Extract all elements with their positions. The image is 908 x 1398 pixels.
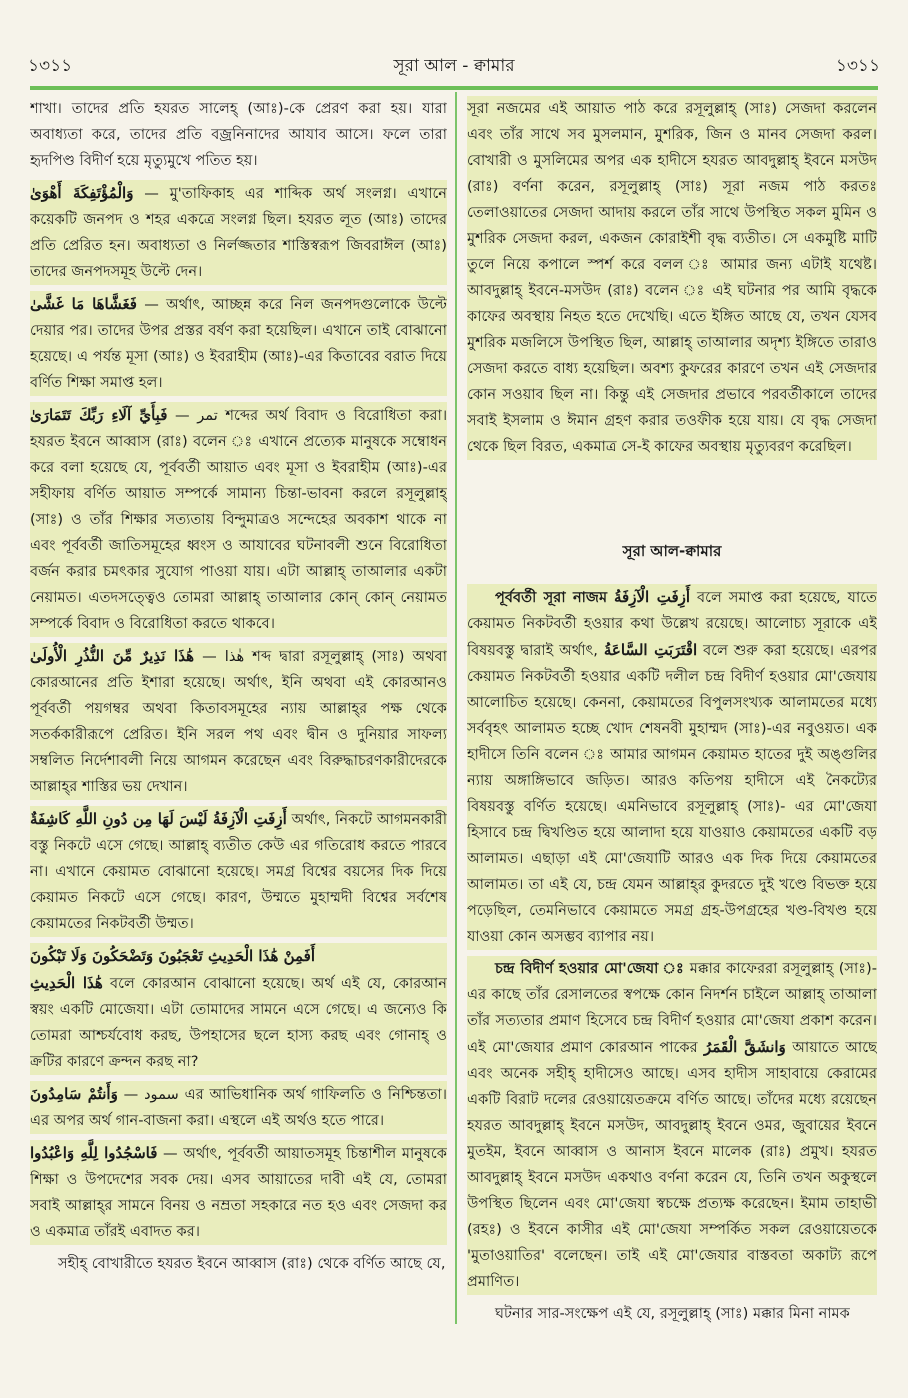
left-paragraph-4-text: — تمر শব্দের অর্থ বিবাদ ও বিরোধিতা করা। হযরত ইবনে আব্বাস (রাঃ) বলেন ঃ এখানে প্রত্যেক মানুষকে সম্বোধন করে বলা হয়েছে যে, পূর্ববর্তী আয়াত এবং মূসা ও ইবরাহীম (আঃ)-এর সহীফায় বর্ণিত আয়াত সম্পর্কে সামান্য চিন্তা-ভাবনা করলে রসূলুল্লাহ্‌ (সাঃ) ও তাঁর শিক্ষার সত্যতায় বিন্দুমাত্রও সন্দেহের অবকাশ থাকে না এবং পূর্ববর্তী জাতিসমূহের ধ্বংস ও আযাবের ঘটনাবলী শুনে বিরোধিতা বর্জন করার চমৎকার সুযোগ পাওয়া যায়। এটা আল্লাহ্‌ তাআলার একটা নেয়ামত। এতদসত্ত্বেও তোমরা আল্লাহ্‌ তাআলার কোন্‌ কোন্‌ নেয়ামত সম্পর্কে বিবাদ ও বিরোধিতা করতে থাকবে। — [30, 407, 447, 632]
arabic-verse: فَبِأَيِّ آلَاءِ رَبِّكَ تَتَمَارَىٰ — [30, 406, 168, 424]
left-paragraph-6-text: অর্থাৎ, নিকটে আগমনকারী বস্তু নিকটে এসে গেছে। আল্লাহ্‌ ব্যতীত কেউ এর গতিরোধ করতে পারবে না। এখানে কেয়ামত বোঝানো হয়েছে। সমগ্র বিশ্বের বয়সের দিক দিয়ে কেয়ামত নিকটে এসে গেছে। কারণ, উম্মতে মুহাম্মদী বিশ্বের সর্বশেষ কেয়ামতের নিকটবর্তী উম্মত। — [30, 811, 447, 932]
right-paragraph-3 — [467, 956, 877, 1295]
header-rule — [30, 86, 878, 90]
right-paragraph-4: ঘটনার সার-সংক্ষেপ এই যে, রসূলুল্লাহ্‌ (সাঃ) মক্কার মিনা নামক — [495, 1305, 850, 1322]
page-number-left: ১৩১১ — [28, 56, 73, 76]
left-paragraph-3 — [30, 291, 447, 396]
left-paragraph-7-text: বলে কোরআন বোঝানো হয়েছে। অর্থ এই যে, কোরআন স্বয়ং একটি মোজেযা। এটা তোমাদের সামনে এসে গেছে। এ জন্যেও কি তোমরা আশ্চর্যবোধ করছ, উপহাসের ছলে হাস্য করছ এবং গোনাহ্‌ ও ক্রটির কারণে ক্রন্দন করছ না? — [30, 975, 447, 1070]
right-paragraph-2-text-b: বলে শুরু করা হয়েছে। এরপর কেয়ামত নিকটবর্তী হওয়ার একটি দলীল চন্দ্র বিদীর্ণ হওয়ার মো'জেযায় আলোচিত হয়েছে। কেননা, কেয়ামতের বিপুলসংখ্যক আলামতের মধ্যে সর্ববৃহৎ আলামত হচ্ছে খোদ শেষনবী মুহাম্মদ (সাঃ)-এর নবুওয়ত। এক হাদীসে তিনি বলেন ঃ আমার আগমন কেয়ামত হাতের দুই অঙ্গুলির ন্যায় অঙ্গাঙ্গিভাবে জড়িত। আরও কতিপয় হাদীসে এই নৈকট্যের বিষয়বস্তু বর্ণিত হয়েছে। এমনিভাবে রসূলুল্লাহ্‌ (সাঃ)- এর মো'জেযা হিসাবে চন্দ্র দ্বিখণ্ডিত হয়ে আলাদা হয়ে যাওয়াও কেয়ামতের একটি বড় আলামত। এছাড়া এই মো'জেযাটি আরও এক দিক দিয়ে কেয়ামতের আলামত। তা এই যে, চন্দ্র যেমন আল্লাহ্‌র কুদরতে দুই খণ্ডে বিভক্ত হয়ে পড়েছিল, তেমনিভাবে কেয়ামতে সমগ্র গ্রহ-উপগ্রহের খণ্ড-বিখণ্ড হয়ে যাওয়া কোন অসম্ভব ব্যাপার নয়। — [467, 642, 877, 945]
arabic-verse: اقْتَرَبَتِ السَّاعَةُ — [603, 641, 698, 659]
arabic-verse: أَزِفَتِ الْآزِفَةُ لَيْسَ لَهَا مِن دُونِ اللَّهِ كَاشِفَةٌ — [30, 810, 287, 828]
arabic-verse: أَفَمِنْ هَٰذَا الْحَدِيثِ تَعْجَبُونَ وَتَضْحَكُونَ وَلَا تَبْكُونَ — [30, 947, 315, 965]
right-paragraph-1: সূরা নজমের এই আয়াত পাঠ করে রসূলুল্লাহ্‌ (সাঃ) সেজদা করলেন এবং তাঁর সাথে সব মুসলমান, মুশরিক, জিন ও মানব সেজদা করল। বোখারী ও মুসলিমের অপর এক হাদীসে হযরত আবদুল্লাহ্‌ ইবনে মসউদ (রাঃ) বর্ণনা করেন, রসূলুল্লাহ্‌ (সাঃ) সূরা নজম পাঠ করতঃ তেলাওয়াতের সেজদা আদায় করলে তাঁর সাথে উপস্থিত সকল মুমিন ও মুশরিক সেজদা করল, একজন কোরাইশী বৃদ্ধ ব্যতীত। সে একমুষ্টি মাটি তুলে নিয়ে কপালে স্পর্শ করে বলল ঃ আমার জন্য এটাই যথেষ্ট। আবদুল্লাহ্‌ ইবনে-মসউদ (রাঃ) বলেন ঃ এই ঘটনার পর আমি বৃদ্ধকে কাফের অবস্থায় নিহত হতে দেখেছি। এতে ইঙ্গিত আছে যে, তখন যেসব মুশরিক মজলিসে উপস্থিত ছিল, আল্লাহ্‌ তাআলার অদৃশ্য ইঙ্গিতে তারাও সেজদা করতে বাধ্য হয়েছিল। অবশ্য কুফরের কারণে তখন এই সেজদার কোন সওয়াব ছিল না। কিন্তু এই সেজদার প্রভাবে পরবর্তীকালে তাদের সবাই ইসলাম ও ঈমান গ্রহণ করার তওফীক হয়ে যায়। যে বৃদ্ধ সেজদা থেকে ছিল বিরত, একমাত্র সে-ই কাফের অবস্থায় মৃত্যুবরণ করেছিল। — [467, 96, 877, 460]
left-paragraph-7 — [30, 943, 447, 1075]
left-paragraph-10: সহীহ্‌ বোখারীতে হযরত ইবনে আব্বাস (রাঃ) থেকে বর্ণিত আছে যে, — [58, 1255, 446, 1272]
right-paragraph-3-text-b: আয়াতে আছে এবং অনেক সহীহ্‌ হাদীসেও আছে। এসব হাদীস সাহাবায়ে কেরামের একটি বিরাট দলের রেওয়ায়েতক্রমে বর্ণিত আছে। তাঁদের মধ্যে রয়েছেন হযরত আবদুল্লাহ্‌ ইবনে মসউদ, আবদুল্লাহ্‌ ইবনে ওমর, জুবায়ের ইবনে মুতইম, ইবনে আব্বাস ও আনাস ইবনে মালেক (রাঃ) প্রমুখ। হযরত আবদুল্লাহ্‌ ইবনে মসউদ একথাও বর্ণনা করেন যে, তিনি তখন অকুস্থলে উপস্থিত ছিলেন এবং মো'জেযা স্বচক্ষে প্রত্যক্ষ করেছেন। ইমাম তাহাভী (রহঃ) ও ইবনে কাসীর এই মো'জেযা সম্পর্কিত সকল রেওয়ায়েতকে 'মুতাওয়াতির' বলেছেন। তাই এই মো'জেযার বাস্তবতা অকাট্য রূপে প্রমাণিত। — [467, 1039, 877, 1290]
left-paragraph-2 — [30, 180, 447, 285]
left-paragraph-6 — [30, 806, 447, 937]
right-paragraph-2 — [467, 584, 877, 950]
left-paragraph-2-text: — মু'তাফিকাহ এর শাব্দিক অর্থ সংলগ্ন। এখানে কয়েকটি জনপদ ও শহর একত্রে সংলগ্ন ছিল। হযরত লূত (আঃ) তাদের প্রতি প্রেরিত হন। অবাধ্যতা ও নির্লজ্জতার শাস্তিস্বরূপ জিবরাঈল (আঃ) তাদের জনপদসমূহ উল্টে দেন। — [30, 185, 447, 280]
right-paragraph-3-lead: চন্দ্র বিদীর্ণ হওয়ার মো'জেযা ঃ — [495, 960, 685, 977]
right-column — [467, 96, 877, 1331]
right-paragraph-2-lead: পূর্ববর্তী সূরা নাজম — [495, 589, 608, 606]
left-paragraph-5 — [30, 643, 447, 800]
right-paragraph-3-text-a: মক্কার কাফেররা রসূলুল্লাহ্‌ (সাঃ)-এর কাছে তাঁর রেসালতের স্বপক্ষে কোন নিদর্শন চাইলে আল্লাহ্‌ তাআলা তাঁর সত্যতার প্রমাণ হিসেবে চন্দ্র বিদীর্ণ হওয়ার মো'জেযা প্রকাশ করেন। এই মো'জেযার প্রমাণ কোরআন পাকের — [467, 960, 877, 1056]
page-header — [28, 52, 880, 82]
column-divider — [455, 92, 457, 1324]
left-paragraph-1: শাখা। তাদের প্রতি হযরত সালেহ্‌ (আঃ)-কে প্রেরণ করা হয়। যারা অবাধ্যতা করে, তাদের প্রতি বজ্রনিনাদের আযাব আসে। ফলে তারা হৃদপিণ্ড বিদীর্ণ হয়ে মৃত্যুমুখে পতিত হয়। — [30, 100, 447, 169]
page-number-right: ১৩১১ — [835, 56, 880, 76]
left-paragraph-8 — [30, 1081, 447, 1134]
arabic-verse: وَانشَقَّ الْقَمَرُ — [704, 1038, 786, 1056]
left-paragraph-4 — [30, 402, 447, 637]
section-title: সূরা আল-ক্বামার — [622, 542, 722, 560]
arabic-verse: هَٰذَا نَذِيرٌ مِّنَ النُّذُرِ الْأُولَىٰ — [30, 647, 195, 665]
arabic-verse: فَاسْجُدُوا لِلَّهِ وَاعْبُدُوا — [30, 1144, 158, 1162]
arabic-verse: وَأَنتُمْ سَامِدُونَ — [30, 1085, 118, 1103]
left-paragraph-3-text: — অর্থাৎ, আচ্ছন্ন করে নিল জনপদগুলোকে উল্টে দেয়ার পর। তাদের উপর প্রস্তর বর্ষণ করা হয়েছিল। এখানে তাই বোঝানো হয়েছে। এ পর্যন্ত মূসা (আঃ) ও ইবরাহীম (আঃ)-এর কিতাবের বরাত দিয়ে বর্ণিত শিক্ষা সমাপ্ত হল। — [30, 296, 447, 391]
arabic-verse: أَزِفَتِ الْآزِفَةُ — [614, 588, 691, 606]
left-paragraph-9-text: — অর্থাৎ, পূর্ববর্তী আয়াতসমূহ চিন্তাশীল মানুষকে শিক্ষা ও উপদেশের সবক দেয়। এসব আয়াতের দাবী এই যে, তোমরা সবাই আল্লাহ্‌র সামনে বিনয় ও নম্রতা সহকারে নত হও এবং সেজদা কর ও একমাত্র তাঁরই এবাদত কর। — [30, 1145, 447, 1240]
left-paragraph-9 — [30, 1140, 447, 1245]
arabic-verse: وَالْمُؤْتَفِكَةَ أَهْوَىٰ — [30, 184, 134, 202]
arabic-phrase: هَٰذَا الْحَدِيثِ — [30, 974, 103, 992]
running-title: সূরা আল - ক্বামার — [393, 56, 515, 76]
right-paragraph-2-text-a: বলে সমাপ্ত করা হয়েছে, যাতে কেয়ামত নিকটবর্তী হওয়ার কথা উল্লেখ রয়েছে। আলোচ্য সূরাকে এই বিষয়বস্তু দ্বারাই অর্থাৎ, — [467, 589, 877, 659]
left-paragraph-8-text: — سمود এর আভিধানিক অর্থ গাফিলতি ও নিশ্চিন্ততা। এর অপর অর্থ গান-বাজনা করা। এস্থলে এই অর্থও হতে পারে। — [30, 1086, 447, 1129]
left-paragraph-5-text: — هٰذا শব্দ দ্বারা রসূলুল্লাহ্‌ (সাঃ) অথবা কোরআনের প্রতি ইশারা হয়েছে। অর্থাৎ, ইনি অথবা এই কোরআনও পূর্ববর্তী পয়গম্বর অথবা কিতাবসমূহের ন্যায় আল্লাহ্‌র পক্ষ থেকে সতর্ককারীরূপে প্রেরিত। ইনি সরল পথ এবং দ্বীন ও দুনিয়ার সাফল্য সম্বলিত নির্দেশাবলী নিয়ে আগমন করেছেন এবং বিরুদ্ধাচরণকারীদেরকে আল্লাহ্‌র শাস্তির ভয় দেখান। — [30, 648, 447, 795]
left-column — [30, 96, 447, 1331]
arabic-verse: فَغَشَّاهَا مَا غَشَّىٰ — [30, 295, 137, 313]
